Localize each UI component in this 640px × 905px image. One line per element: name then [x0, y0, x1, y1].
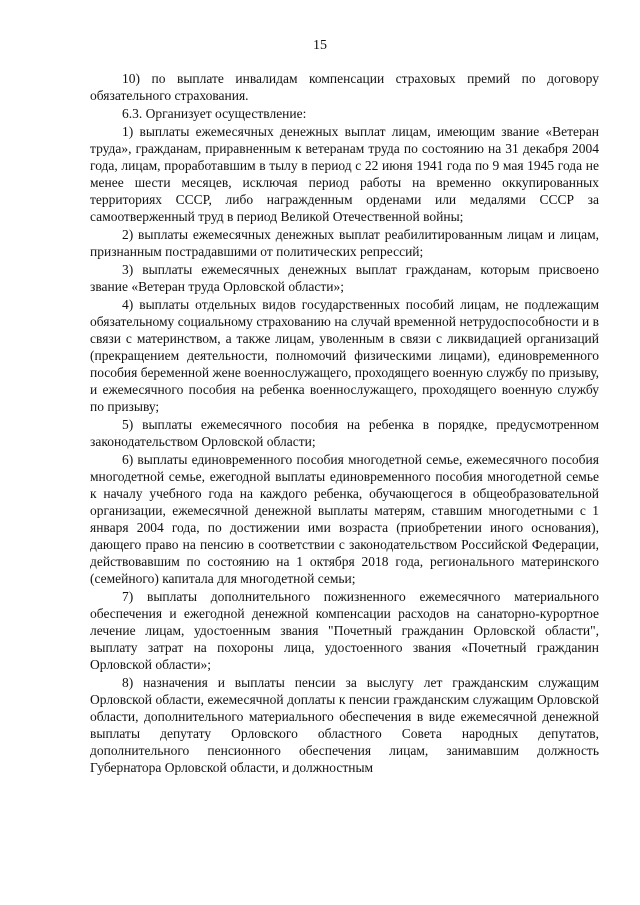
- paragraph-item-2: 2) выплаты ежемесячных денежных выплат реабилитированным лицам и лицам, признанным пострадавшими от политических репрессий;: [90, 227, 599, 259]
- paragraph-item-5: 5) выплаты ежемесячного пособия на ребенка в порядке, предусмотренном законодательством Орловской области;: [90, 417, 599, 449]
- paragraph-item-7: 7) выплаты дополнительного пожизненного ежемесячного материального обеспечения и ежегодной денежной компенсации расходов на санаторно-курортное лечение лицам, удостоенным звания "Почетный гражданин Орловской области", выплату затрат на похороны лица, удостоенного звания «Почетный гражданин Орловской области»;: [90, 589, 599, 672]
- document-body: [90, 70, 599, 776]
- paragraph-item-6: 6) выплаты единовременного пособия многодетной семье, ежемесячного пособия многодетной семье, ежегодной выплаты единовременного пособия многодетной семье к началу учебного года на каждого ребенка, обучающегося в общеобразовательной организации, ежемесячной денежной выплаты матерям, ставшим многодетными с 1 января 2004 года, по достижении ими возраста (приобретении иного основания), дающего право на пенсию в соответствии с законодательством Российской Федерации, действовавшим по состоянию на 1 октября 2018 года, регионального материнского (семейного) капитала для многодетной семьи;: [90, 452, 599, 586]
- paragraph-item-4: 4) выплаты отдельных видов государственных пособий лицам, не подлежащим обязательному социальному страхованию на случай временной нетрудоспособности и в связи с материнством, а также лицам, уволенным в связи с ликвидацией организаций (прекращением деятельности, полномочий физическими лицами), единовременного пособия беременной жене военнослужащего, проходящего военную службу по призыву, и ежемесячного пособия на ребенка военнослужащего, проходящего военную службу по призыву;: [90, 297, 599, 414]
- paragraph-item-10: 10) по выплате инвалидам компенсации страховых премий по договору обязательного страхования.: [90, 71, 599, 103]
- paragraph-item-3: 3) выплаты ежемесячных денежных выплат гражданам, которым присвоено звание «Ветеран труда Орловской области»;: [90, 262, 599, 294]
- paragraph-section-6-3: 6.3. Организует осуществление:: [122, 106, 307, 121]
- paragraph-item-8: 8) назначения и выплаты пенсии за выслугу лет гражданским служащим Орловской области, ежемесячной доплаты к пенсии гражданским служащим Орловской области, дополнительного материального обеспечения в виде ежемесячной денежной выплаты депутату Орловского областного Совета народных депутатов, дополнительного пенсионного обеспечения лицам, занимавшим должность Губернатора Орловской области, и должностным: [90, 675, 599, 775]
- paragraph-item-1: 1) выплаты ежемесячных денежных выплат лицам, имеющим звание «Ветеран труда», гражданам, приравненным к ветеранам труда по состоянию на 31 декабря 2004 года, лицам, проработавшим в тылу в период с 22 июня 1941 года по 9 мая 1945 года не менее шести месяцев, исключая период работы на временно оккупированных территориях СССР, либо награжденным орденами или медалями СССР за самоотверженный труд в период Великой Отечественной войны;: [90, 124, 599, 224]
- page-number: 15: [313, 38, 327, 53]
